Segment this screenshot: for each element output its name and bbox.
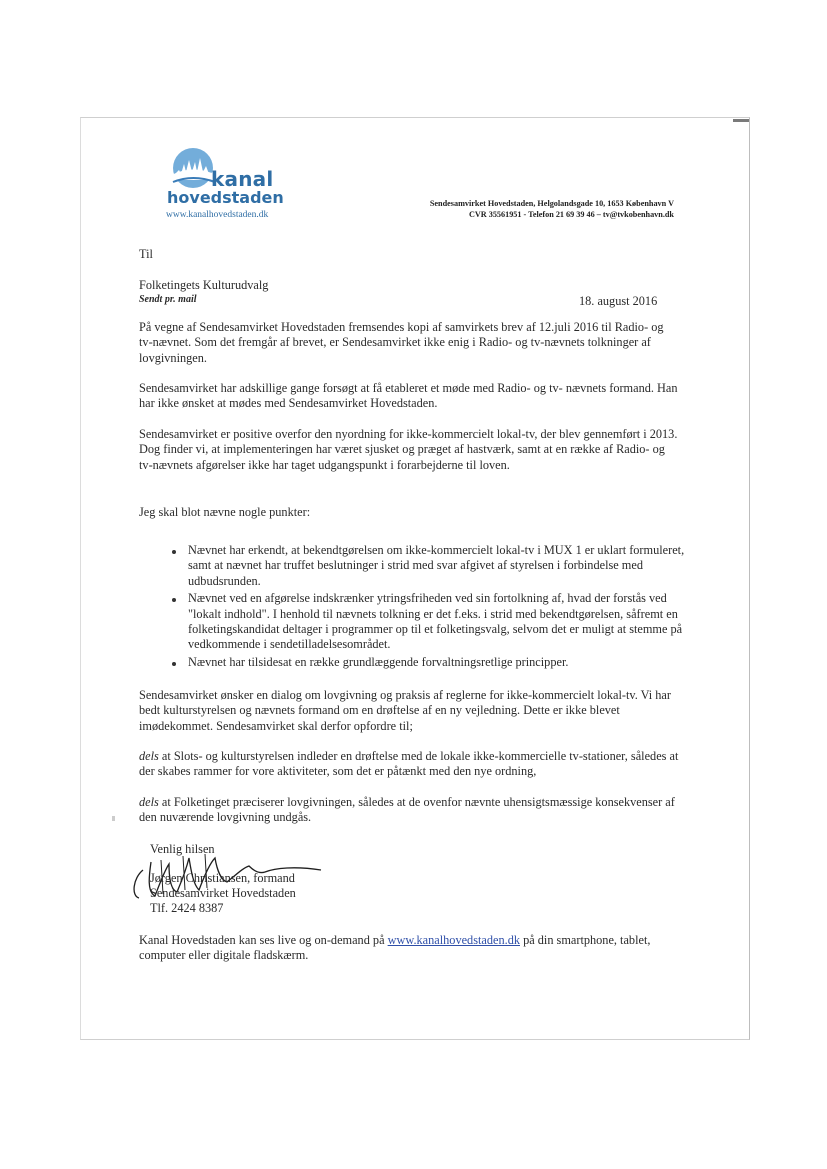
- sender-contact-line: CVR 35561951 - Telefon 21 69 39 46 – tv@tvkobenhavn.dk: [468, 210, 674, 219]
- points-list: [165, 543, 685, 672]
- signer-organization: Sendesamvirket Hovedstaden: [150, 886, 296, 900]
- website-link[interactable]: www.kanalhovedstaden.dk: [387, 933, 520, 947]
- list-item: Nævnet har tilsidesat en række grundlæggende forvaltningsretlige principper.: [165, 655, 685, 670]
- sender-address-line: Sendesamvirket Hovedstaden, Helgolandsgade 10, 1653 København V: [429, 199, 674, 208]
- closing: Venlig hilsen: [150, 842, 215, 856]
- logo-word-hovedstaden: hovedstaden: [167, 188, 284, 207]
- to-label: Til: [139, 247, 153, 261]
- bullet-icon: [172, 598, 176, 602]
- kanal-hovedstaden-logo: [164, 146, 284, 224]
- signer-name: Jørgen Christiansen, formand: [150, 871, 295, 885]
- logo-word-kanal: kanal: [211, 167, 274, 191]
- bullet-icon: [172, 662, 176, 666]
- list-item: Nævnet har erkendt, at bekendtgørelsen om ikke-kommercielt lokal-tv i MUX 1 er uklart formuleret, samt at nævnet har truffet beslutninger i strid med svar afgivet af styrelsen i forbindelse med udbudsrunden.: [165, 543, 685, 589]
- body-paragraph-1: På vegne af Sendesamvirket Hovedstaden fremsendes kopi af samvirkets brev af 12.juli 2016 til Radio- og tv-nævnet. Som det fremgår af brevet, er Sendesamvirket ikke enig i Radio- og tv-nævnets tolkninger af lovgivningen.: [139, 320, 664, 365]
- scan-fleck: [112, 816, 115, 821]
- body-paragraph-2: Sendesamvirket har adskillige gange forsøgt at få etableret et møde med Radio- og tv- nævnets formand. Han har ikke ønsket at mødes med Sendesamvirket Hovedstaden.: [139, 381, 678, 411]
- dels-paragraph-1: dels at Slots- og kulturstyrelsen indleder en drøftelse med de lokale ikke-kommercielle tv-stationer, således at der skabes rammer for vore aktiviteter, som det er påtænkt med den nye ordning,: [139, 749, 679, 779]
- list-item: Nævnet ved en afgørelse indskrænker ytringsfriheden ved sin fortolkning af, hvad der forstås ved "lokalt indhold". I henhold til nævnets tolkning er det f.eks. i strid med bekendtgørelsen, såfremt en folketingskandidat deltager i programmer op til et folketingsvalg, selvom det er muligt at stemme på vedkommende i sendetilladelsesområdet.: [165, 591, 685, 653]
- sender-address-block: [430, 198, 674, 220]
- bullet-icon: [172, 550, 176, 554]
- body-paragraph-3: Sendesamvirket er positive overfor den nyordning for ikke-kommercielt lokal-tv, der blev gennemført i 2013. Dog finder vi, at implementeringen har været sjusket og præget af hastværk, samt at en række af Radio- og tv-nævnets afgørelser ikke har taget udgangspunkt i forarbejderne til loven.: [139, 427, 678, 472]
- recipient: Folketingets Kulturudvalg: [139, 278, 269, 292]
- signer-phone: Tlf. 2424 8387: [150, 901, 224, 915]
- logo-url[interactable]: www.kanalhovedstaden.dk: [166, 210, 269, 220]
- letter-date: 18. august 2016: [579, 294, 658, 308]
- body-paragraph-4: Jeg skal blot nævne nogle punkter:: [139, 505, 311, 519]
- scan-edge-mark: [733, 119, 749, 122]
- dialog-paragraph: Sendesamvirket ønsker en dialog om lovgivning og praksis af reglerne for ikke-kommercielt lokal-tv. Vi har bedt kulturstyrelsen og nævnets formand om en drøftelse af en ny vejledning. Dette er ikke blevet imødekommet. Sendesamvirket skal derfor opfordre til;: [139, 688, 671, 733]
- dels-paragraph-2: dels at Folketinget præciserer lovgivningen, således at de ovenfor nævnte uhensigtsmæssige konsekvenser af den nuværende lovgivning undgås.: [139, 795, 675, 825]
- footer-paragraph: Kanal Hovedstaden kan ses live og on-demand på www.kanalhovedstaden.dk på din smartphone, tablet, computer eller digitale fladskærm.: [139, 933, 651, 963]
- sent-via: Sendt pr. mail: [139, 294, 197, 305]
